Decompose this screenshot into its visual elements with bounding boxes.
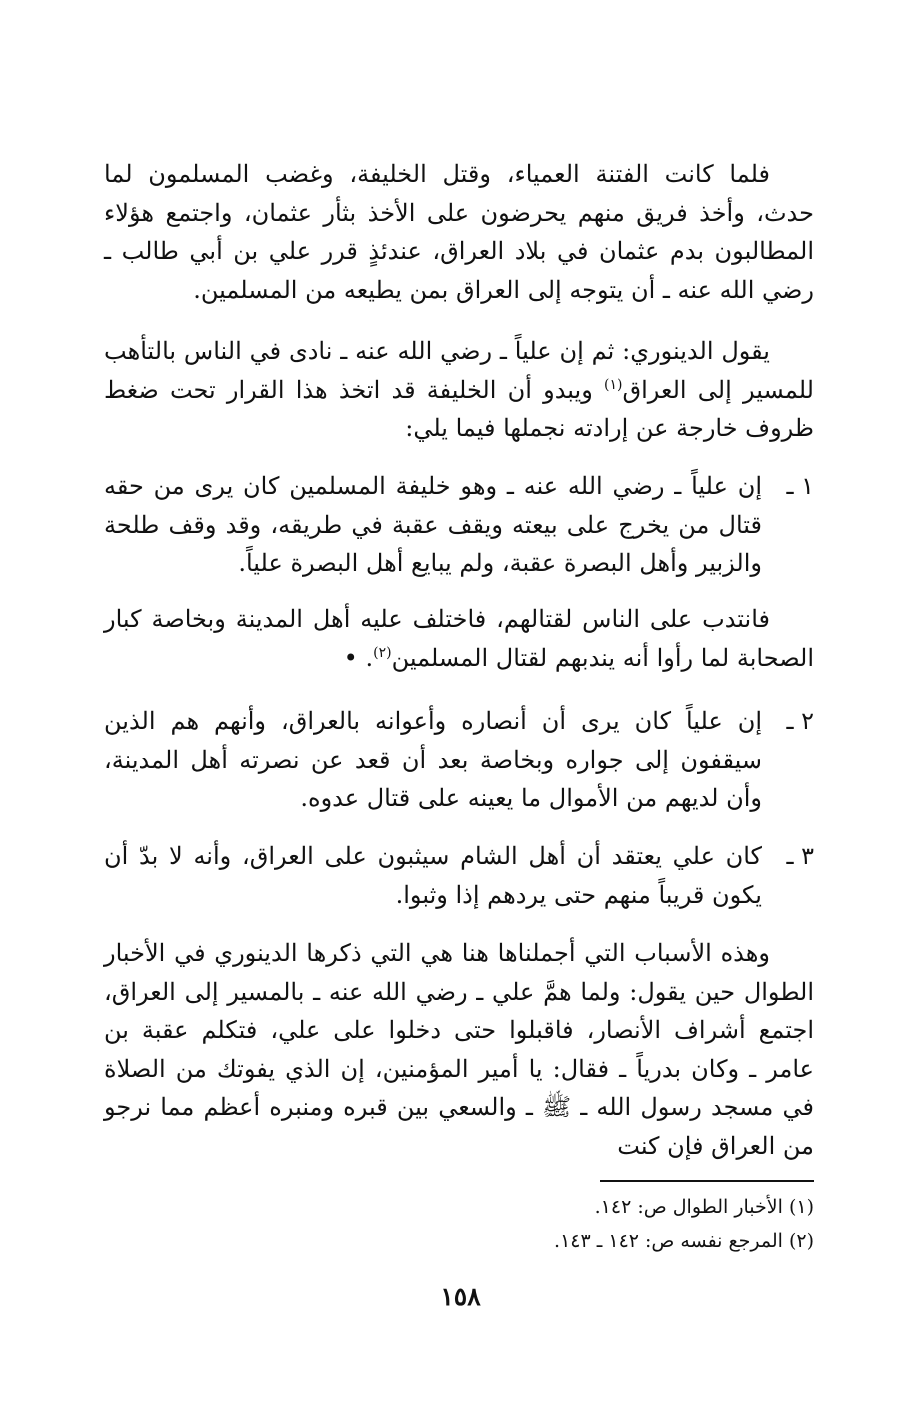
footnote-2: (٢) المرجع نفسه ص: ١٤٢ ـ ١٤٣.	[554, 1230, 814, 1252]
paragraph-2-text-a: يقول الدينوري: ثم إن علياً ـ رضي الله عنه ـ نادى في الناس بالتأهب للمسير إلى العراق	[104, 337, 814, 404]
item-1-continuation-end: . •	[343, 643, 374, 672]
list-item-3	[104, 837, 814, 914]
list-item-2-text: إن علياً كان يرى أن أنصاره وأعوانه بالعراق، وأنهم هم الذين سيقفون إلى جواره وبخاصة بعد أن قعد عن نصرته أهل المدينة، وأن لديهم من الأموال ما يعينه على قتال عدوه.	[104, 707, 762, 812]
footnote-ref-2: (٢)	[373, 644, 392, 661]
list-item-3-text: كان علي يعتقد أن أهل الشام سيثبون على العراق، وأنه لا بدّ أن يكون قريباً منهم حتى يردهم إذا وثبوا.	[104, 842, 762, 909]
paragraph-last: وهذه الأسباب التي أجملناها هنا هي التي ذكرها الدينوري في الأخبار الطوال حين يقول: ولما همَّ علي ـ رضي الله عنه ـ بالمسير إلى العراق، اجتمع أشراف الأنصار، فاقبلوا حتى دخلوا على علي، فتكلم عقبة بن عامر ـ وكان بدرياً ـ فقال: يا أمير المؤمنين، إن الذي يفوتك من الصلاة في مسجد رسول الله ـ ﷺ ـ والسعي بين قبره ومنبره أعظم مما نرجو من العراق فإن كنت	[104, 939, 814, 1160]
list-item-2-number: ٢ ـ	[786, 707, 814, 735]
paragraph-1: فلما كانت الفتنة العمياء، وقتل الخليفة، وغضب المسلمون لما حدث، وأخذ فريق منهم يحرضون على الأخذ بثأر عثمان، واجتمع هؤلاء المطالبون بدم عثمان في بلاد العراق، عندئذٍ قرر علي بن أبي طالب ـ رضي الله عنه ـ أن يتوجه إلى العراق بمن يطيعه من المسلمين.	[104, 160, 814, 304]
footnotes	[400, 1190, 814, 1258]
paragraph-item-1-continuation	[104, 600, 814, 677]
footnote-divider	[600, 1180, 814, 1182]
list-item-1-text: إن علياً ـ رضي الله عنه ـ وهو خليفة المسلمين كان يرى من حقه قتال من يخرج على بيعته ويقف عقبة في طريقه، وقد وقف طلحة والزبير وأهل البصرة عقبة، ولم يبايع أهل البصرة علياً.	[104, 472, 763, 577]
list-item-3-number: ٣ ـ	[786, 842, 814, 870]
list-item-2	[104, 702, 814, 818]
footnote-ref-1: (١)	[604, 376, 623, 393]
footnote-1: (١) الأخبار الطوال ص: ١٤٢.	[594, 1196, 814, 1218]
paragraph-2-text-b: ويبدو أن الخليفة قد اتخذ هذا القرار تحت ضغط ظروف خارجة عن إرادته نجملها فيما يلي:	[104, 375, 814, 442]
paragraph-2	[104, 332, 814, 448]
page-number: ١٥٨	[440, 1282, 481, 1311]
list-item-1-number: ١ ـ	[786, 472, 814, 500]
list-item-1	[104, 467, 814, 583]
item-1-continuation-text: فانتدب على الناس لقتالهم، فاختلف عليه أهل المدينة وبخاصة كبار الصحابة لما رأوا أنه يندبهم لقتال المسلمين	[104, 605, 814, 672]
